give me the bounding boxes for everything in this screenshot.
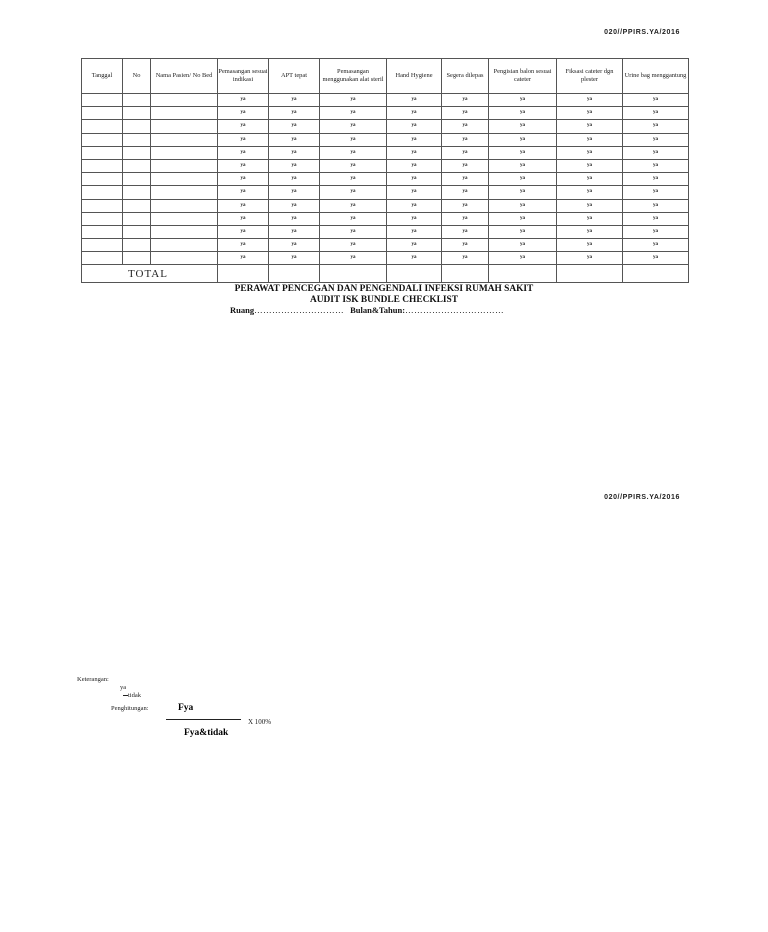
column-header: Urine bag menggantung bbox=[623, 59, 689, 94]
table-row bbox=[82, 186, 689, 199]
ya-cell: ya bbox=[557, 212, 623, 225]
ya-cell: ya bbox=[623, 94, 689, 107]
blank-cell bbox=[82, 120, 123, 133]
ya-cell: ya bbox=[218, 239, 269, 252]
blank-cell bbox=[123, 107, 151, 120]
ya-cell: ya bbox=[489, 146, 557, 159]
blank-cell bbox=[123, 252, 151, 265]
ya-cell: ya bbox=[269, 146, 320, 159]
blank-cell bbox=[123, 159, 151, 172]
table-row bbox=[82, 133, 689, 146]
table-row bbox=[82, 159, 689, 172]
ya-cell: ya bbox=[218, 120, 269, 133]
total-cell bbox=[320, 265, 387, 283]
ya-cell: ya bbox=[557, 107, 623, 120]
ya-cell: ya bbox=[557, 146, 623, 159]
ya-cell: ya bbox=[623, 146, 689, 159]
ya-cell: ya bbox=[623, 225, 689, 238]
document-code-middle: 020//PPIRS.YA/2016 bbox=[604, 494, 680, 501]
ya-cell: ya bbox=[442, 252, 489, 265]
legend-tidak bbox=[123, 692, 141, 699]
ya-cell: ya bbox=[442, 186, 489, 199]
ya-cell: ya bbox=[387, 159, 442, 172]
legend-ya-text: ya bbox=[120, 684, 127, 691]
ya-cell: ya bbox=[218, 94, 269, 107]
blank-cell bbox=[151, 146, 218, 159]
blank-cell bbox=[82, 225, 123, 238]
legend-ya bbox=[120, 684, 126, 691]
blank-cell bbox=[151, 186, 218, 199]
blank-cell bbox=[82, 199, 123, 212]
blank-cell bbox=[151, 252, 218, 265]
column-header: Fiksasi cateter dgn plester bbox=[557, 59, 623, 94]
form-title-line2: AUDIT ISK BUNDLE CHECKLIST bbox=[309, 295, 459, 305]
ya-cell: ya bbox=[320, 159, 387, 172]
ya-cell: ya bbox=[442, 133, 489, 146]
ya-cell: ya bbox=[218, 146, 269, 159]
ya-cell: ya bbox=[387, 120, 442, 133]
ya-cell: ya bbox=[623, 239, 689, 252]
blank-cell bbox=[82, 146, 123, 159]
ya-cell: ya bbox=[387, 94, 442, 107]
blank-cell bbox=[123, 186, 151, 199]
ya-cell: ya bbox=[623, 212, 689, 225]
ya-cell: ya bbox=[320, 212, 387, 225]
ya-cell: ya bbox=[557, 225, 623, 238]
ya-cell: ya bbox=[320, 173, 387, 186]
ya-cell: ya bbox=[489, 252, 557, 265]
blank-cell bbox=[151, 173, 218, 186]
total-cell bbox=[269, 265, 320, 283]
document-code-top: 020//PPIRS.YA/2016 bbox=[604, 29, 680, 36]
ya-cell: ya bbox=[489, 120, 557, 133]
blank-cell bbox=[123, 199, 151, 212]
ya-cell: ya bbox=[442, 173, 489, 186]
blank-cell bbox=[123, 94, 151, 107]
ya-cell: ya bbox=[489, 133, 557, 146]
bulan-tahun-label: Bulan&Tahun: bbox=[350, 305, 406, 315]
ya-cell: ya bbox=[489, 212, 557, 225]
fraction-line bbox=[166, 719, 241, 720]
blank-cell bbox=[123, 239, 151, 252]
blank-cell bbox=[82, 212, 123, 225]
ya-cell: ya bbox=[320, 225, 387, 238]
total-cell bbox=[623, 265, 689, 283]
formula-denominator: Fya&tidak bbox=[184, 728, 229, 738]
ya-cell: ya bbox=[269, 212, 320, 225]
ya-cell: ya bbox=[557, 133, 623, 146]
table-row bbox=[82, 199, 689, 212]
column-header: No bbox=[123, 59, 151, 94]
ya-cell: ya bbox=[489, 94, 557, 107]
ya-cell: ya bbox=[387, 133, 442, 146]
table-header-row bbox=[82, 59, 689, 94]
table-row bbox=[82, 252, 689, 265]
total-cell bbox=[489, 265, 557, 283]
blank-cell bbox=[123, 133, 151, 146]
ya-cell: ya bbox=[557, 159, 623, 172]
blank-cell bbox=[82, 239, 123, 252]
form-title-line1: PERAWAT PENCEGAN DAN PENGENDALI INFEKSI RUMAH SAKIT bbox=[234, 284, 534, 294]
table-row bbox=[82, 239, 689, 252]
blank-cell bbox=[82, 94, 123, 107]
ya-cell: ya bbox=[320, 186, 387, 199]
blank-cell bbox=[123, 146, 151, 159]
ya-cell: ya bbox=[320, 133, 387, 146]
ya-cell: ya bbox=[623, 173, 689, 186]
ya-cell: ya bbox=[269, 133, 320, 146]
ya-cell: ya bbox=[489, 107, 557, 120]
column-header: Pengisian balon sesuai cateter bbox=[489, 59, 557, 94]
audit-table bbox=[81, 58, 689, 283]
blank-cell bbox=[151, 212, 218, 225]
blank-cell bbox=[82, 252, 123, 265]
total-cell bbox=[387, 265, 442, 283]
blank-cell bbox=[82, 159, 123, 172]
ya-cell: ya bbox=[623, 120, 689, 133]
table-row bbox=[82, 107, 689, 120]
ya-cell: ya bbox=[387, 107, 442, 120]
blank-cell bbox=[151, 199, 218, 212]
table-row bbox=[82, 146, 689, 159]
ya-cell: ya bbox=[218, 133, 269, 146]
ya-cell: ya bbox=[489, 159, 557, 172]
ya-cell: ya bbox=[623, 159, 689, 172]
ya-cell: ya bbox=[489, 186, 557, 199]
column-header: Tanggal bbox=[82, 59, 123, 94]
ya-cell: ya bbox=[623, 107, 689, 120]
penghitungan-label: Penghitungan: bbox=[111, 705, 149, 712]
ya-cell: ya bbox=[320, 120, 387, 133]
column-header: Pemasangan menggunakan alat steril bbox=[320, 59, 387, 94]
column-header: Pemasangan sesuai indikasi bbox=[218, 59, 269, 94]
room-period-line bbox=[230, 305, 504, 315]
column-header: Hand Hygiene bbox=[387, 59, 442, 94]
total-cell bbox=[218, 265, 269, 283]
ya-cell: ya bbox=[320, 239, 387, 252]
table-row bbox=[82, 225, 689, 238]
ya-cell: ya bbox=[387, 146, 442, 159]
ya-cell: ya bbox=[269, 94, 320, 107]
ruang-label: Ruang bbox=[230, 305, 255, 315]
ya-cell: ya bbox=[387, 173, 442, 186]
ya-cell: ya bbox=[557, 120, 623, 133]
ya-cell: ya bbox=[442, 225, 489, 238]
blank-cell bbox=[123, 173, 151, 186]
total-row bbox=[82, 265, 689, 283]
ya-cell: ya bbox=[269, 199, 320, 212]
ya-cell: ya bbox=[557, 199, 623, 212]
ya-cell: ya bbox=[218, 186, 269, 199]
blank-cell bbox=[123, 120, 151, 133]
total-label: TOTAL bbox=[82, 265, 218, 283]
blank-cell bbox=[82, 133, 123, 146]
total-cell bbox=[442, 265, 489, 283]
ya-cell: ya bbox=[557, 252, 623, 265]
column-header: Nama Pasien/ No Bed bbox=[151, 59, 218, 94]
ya-cell: ya bbox=[387, 225, 442, 238]
column-header: Segera dilepas bbox=[442, 59, 489, 94]
ya-cell: ya bbox=[320, 252, 387, 265]
ya-cell: ya bbox=[269, 107, 320, 120]
ya-cell: ya bbox=[557, 239, 623, 252]
bulan-tahun-blank: …………………………… bbox=[405, 305, 505, 315]
ya-cell: ya bbox=[442, 199, 489, 212]
blank-cell bbox=[82, 186, 123, 199]
ya-cell: ya bbox=[218, 159, 269, 172]
ya-cell: ya bbox=[269, 252, 320, 265]
ya-cell: ya bbox=[269, 159, 320, 172]
ya-cell: ya bbox=[442, 120, 489, 133]
ya-cell: ya bbox=[218, 107, 269, 120]
column-header: APT tepat bbox=[269, 59, 320, 94]
table-row bbox=[82, 94, 689, 107]
ya-cell: ya bbox=[269, 239, 320, 252]
ya-cell: ya bbox=[320, 94, 387, 107]
ya-cell: ya bbox=[387, 239, 442, 252]
ya-cell: ya bbox=[489, 173, 557, 186]
table-row bbox=[82, 212, 689, 225]
keterangan-label: Keterangan: bbox=[77, 676, 109, 683]
ya-cell: ya bbox=[442, 239, 489, 252]
ya-cell: ya bbox=[218, 173, 269, 186]
ya-cell: ya bbox=[557, 173, 623, 186]
ya-cell: ya bbox=[269, 120, 320, 133]
ya-cell: ya bbox=[489, 239, 557, 252]
ya-cell: ya bbox=[218, 225, 269, 238]
blank-cell bbox=[151, 120, 218, 133]
table-row bbox=[82, 120, 689, 133]
ya-cell: ya bbox=[623, 186, 689, 199]
ya-cell: ya bbox=[623, 252, 689, 265]
ya-cell: ya bbox=[387, 252, 442, 265]
ya-cell: ya bbox=[623, 133, 689, 146]
blank-cell bbox=[123, 225, 151, 238]
table-row bbox=[82, 173, 689, 186]
ya-cell: ya bbox=[269, 186, 320, 199]
ya-cell: ya bbox=[218, 199, 269, 212]
ya-cell: ya bbox=[387, 199, 442, 212]
ya-cell: ya bbox=[387, 212, 442, 225]
ya-cell: ya bbox=[442, 146, 489, 159]
ya-cell: ya bbox=[269, 225, 320, 238]
ya-cell: ya bbox=[623, 199, 689, 212]
blank-cell bbox=[151, 133, 218, 146]
ruang-blank: ………………………… bbox=[254, 305, 345, 315]
ya-cell: ya bbox=[218, 252, 269, 265]
ya-cell: ya bbox=[442, 212, 489, 225]
blank-cell bbox=[151, 159, 218, 172]
ya-cell: ya bbox=[557, 186, 623, 199]
table-body bbox=[82, 94, 689, 283]
ya-cell: ya bbox=[489, 225, 557, 238]
ya-cell: ya bbox=[218, 212, 269, 225]
ya-cell: ya bbox=[269, 173, 320, 186]
ya-cell: ya bbox=[320, 107, 387, 120]
total-cell bbox=[557, 265, 623, 283]
blank-cell bbox=[151, 94, 218, 107]
ya-cell: ya bbox=[320, 199, 387, 212]
legend-tidak-text: tidak bbox=[128, 692, 141, 699]
ya-cell: ya bbox=[557, 94, 623, 107]
formula-multiplier: X 100% bbox=[248, 718, 272, 726]
blank-cell bbox=[151, 225, 218, 238]
ya-cell: ya bbox=[387, 186, 442, 199]
ya-cell: ya bbox=[442, 107, 489, 120]
ya-cell: ya bbox=[442, 159, 489, 172]
ya-cell: ya bbox=[320, 146, 387, 159]
blank-cell bbox=[82, 173, 123, 186]
ya-cell: ya bbox=[442, 94, 489, 107]
formula-numerator: Fya bbox=[178, 703, 194, 713]
ya-cell: ya bbox=[489, 199, 557, 212]
blank-cell bbox=[82, 107, 123, 120]
blank-cell bbox=[151, 239, 218, 252]
blank-cell bbox=[123, 212, 151, 225]
blank-cell bbox=[151, 107, 218, 120]
